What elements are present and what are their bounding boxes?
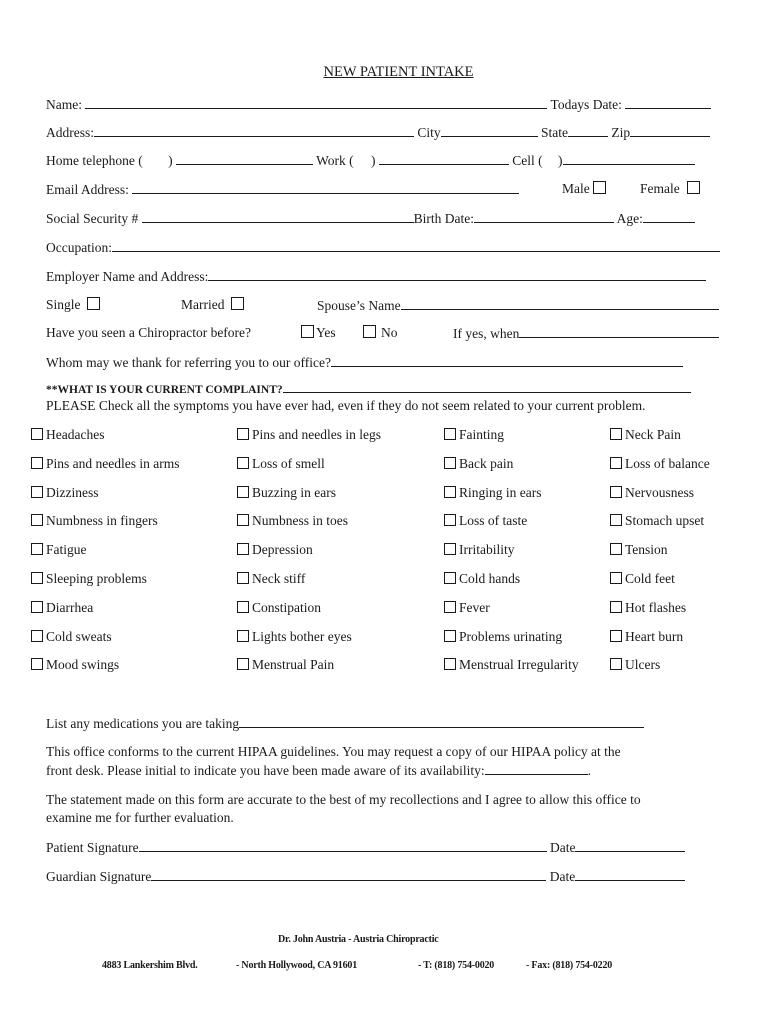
symptom-option xyxy=(237,542,313,558)
city-label: City xyxy=(417,125,441,140)
symptom-label: Heart burn xyxy=(625,629,684,644)
chiro-no-checkbox[interactable] xyxy=(363,325,376,338)
chiro-no-option xyxy=(363,325,398,341)
medications-label: List any medications you are taking xyxy=(46,716,240,731)
symptom-checkbox[interactable] xyxy=(444,514,456,526)
gender-male xyxy=(562,181,608,197)
symptom-checkbox[interactable] xyxy=(237,658,249,670)
symptom-label: Dizziness xyxy=(46,485,99,500)
occupation-row xyxy=(46,239,720,256)
name-row xyxy=(46,96,711,113)
symptom-label: Loss of balance xyxy=(625,456,710,471)
symptom-option xyxy=(444,513,527,529)
symptom-checkbox[interactable] xyxy=(610,428,622,440)
complaint-label: **WHAT IS YOUR CURRENT COMPLAINT? xyxy=(46,384,283,396)
ssn-field[interactable] xyxy=(142,210,414,223)
phone-row xyxy=(46,152,695,169)
symptom-checkbox[interactable] xyxy=(610,543,622,555)
referral-label: Whom may we thank for referring you to our office? xyxy=(46,355,332,370)
employer-field[interactable] xyxy=(208,268,706,281)
guardian-signature-label: Guardian Signature xyxy=(46,869,152,884)
symptom-label: Fever xyxy=(459,600,490,615)
ssn-label: Social Security # xyxy=(46,211,139,226)
symptom-option xyxy=(610,542,668,558)
gender-female xyxy=(640,181,702,197)
state-label: State xyxy=(541,125,569,140)
symptoms-instruction: PLEASE Check all the symptoms you have ever had, even if they do not seem related to your current problem. xyxy=(46,398,646,413)
symptom-option xyxy=(444,427,504,443)
symptom-option xyxy=(31,629,112,645)
cell-label: Cell ( xyxy=(512,153,543,168)
symptom-label: Nervousness xyxy=(625,485,694,500)
symptom-option xyxy=(237,629,352,645)
married-option xyxy=(181,297,246,313)
symptom-label: Back pain xyxy=(459,456,514,471)
guardian-signature-row xyxy=(46,868,685,885)
if-yes-row xyxy=(453,325,719,342)
symptom-checkbox[interactable] xyxy=(237,572,249,584)
symptom-option xyxy=(610,657,660,673)
footer-phone: - T: (818) 754-0020 xyxy=(418,960,495,971)
symptom-option xyxy=(610,513,704,529)
symptom-checkbox[interactable] xyxy=(237,428,249,440)
symptom-label: Buzzing in ears xyxy=(252,485,336,500)
guardian-date-field[interactable] xyxy=(575,868,685,881)
symptom-checkbox[interactable] xyxy=(237,486,249,498)
symptom-checkbox[interactable] xyxy=(610,486,622,498)
city-field[interactable] xyxy=(441,124,538,137)
single-option xyxy=(46,297,102,313)
symptom-checkbox[interactable] xyxy=(31,572,43,584)
symptom-label: Cold sweats xyxy=(46,629,112,644)
chiro-question-label: Have you seen a Chiropractor before? xyxy=(46,325,252,340)
symptom-label: Lights bother eyes xyxy=(252,629,352,644)
symptom-option xyxy=(444,485,542,501)
symptom-label: Menstrual Irregularity xyxy=(459,657,579,672)
symptom-checkbox[interactable] xyxy=(31,486,43,498)
name-label: Name: xyxy=(46,97,82,112)
symptom-label: Tension xyxy=(625,542,668,557)
symptom-checkbox[interactable] xyxy=(31,457,43,469)
zip-field[interactable] xyxy=(630,124,710,137)
spouse-name-field[interactable] xyxy=(401,297,719,310)
symptom-checkbox[interactable] xyxy=(31,630,43,642)
patient-date-field[interactable] xyxy=(575,839,685,852)
statement-line-1: The statement made on this form are accurate to the best of my recollections and I agree to allow this office to xyxy=(46,792,641,807)
symptom-label: Diarrhea xyxy=(46,600,94,615)
symptom-checkbox[interactable] xyxy=(610,630,622,642)
symptom-checkbox[interactable] xyxy=(444,543,456,555)
symptom-checkbox[interactable] xyxy=(444,658,456,670)
symptom-checkbox[interactable] xyxy=(444,486,456,498)
cell-close: ) xyxy=(558,153,563,168)
symptom-checkbox[interactable] xyxy=(610,514,622,526)
todays-date-label: Todays Date: xyxy=(550,97,622,112)
medications-field[interactable] xyxy=(239,715,644,728)
symptom-option xyxy=(444,542,514,558)
ssn-row xyxy=(46,210,695,227)
address-row xyxy=(46,124,710,141)
chiro-question-row xyxy=(46,325,251,341)
email-label: Email Address: xyxy=(46,182,129,197)
chiro-yes-option xyxy=(301,325,336,341)
birth-date-field[interactable] xyxy=(474,210,614,223)
single-label: Single xyxy=(46,297,81,312)
guardian-date-label: Date xyxy=(549,869,576,884)
female-checkbox[interactable] xyxy=(687,181,700,194)
work-label: Work ( xyxy=(316,153,354,168)
symptom-checkbox[interactable] xyxy=(610,457,622,469)
complaint-row xyxy=(46,382,691,398)
symptom-label: Fatigue xyxy=(46,542,87,557)
symptom-checkbox[interactable] xyxy=(237,630,249,642)
patient-signature-row xyxy=(46,839,685,856)
single-checkbox[interactable] xyxy=(87,297,100,310)
symptom-option xyxy=(610,485,694,501)
symptom-option xyxy=(31,485,98,501)
complaint-field[interactable] xyxy=(283,382,691,393)
referral-row xyxy=(46,354,683,371)
medications-row xyxy=(46,715,644,732)
todays-date-field[interactable] xyxy=(625,96,711,109)
symptom-option xyxy=(610,600,686,616)
hipaa-line-2 xyxy=(46,762,591,779)
symptom-checkbox[interactable] xyxy=(31,601,43,613)
home-phone-field[interactable] xyxy=(176,152,313,165)
form-title: NEW PATIENT INTAKE xyxy=(323,64,474,80)
symptom-label: Fainting xyxy=(459,427,505,442)
symptom-option xyxy=(610,571,675,587)
symptom-option xyxy=(31,456,179,472)
symptom-label: Problems urinating xyxy=(459,629,563,644)
symptom-label: Numbness in fingers xyxy=(46,513,158,528)
name-field[interactable] xyxy=(85,96,547,109)
symptom-option xyxy=(444,571,520,587)
symptom-checkbox[interactable] xyxy=(31,658,43,670)
married-label: Married xyxy=(181,297,225,312)
spouse-row xyxy=(317,297,719,314)
if-yes-when-field[interactable] xyxy=(519,325,719,338)
footer-fax: - Fax: (818) 754-0220 xyxy=(526,960,613,971)
symptom-option xyxy=(31,571,147,587)
work-phone-field[interactable] xyxy=(379,152,509,165)
symptom-option xyxy=(237,485,336,501)
symptom-option xyxy=(444,456,513,472)
state-field[interactable] xyxy=(568,124,608,137)
home-phone-label: Home telephone ( xyxy=(46,153,143,168)
symptom-checkbox[interactable] xyxy=(31,428,43,440)
employer-label: Employer Name and Address: xyxy=(46,269,209,284)
yes-label: Yes xyxy=(316,325,336,340)
guardian-signature-field[interactable] xyxy=(151,868,546,881)
footer-city: - North Hollywood, CA 91601 xyxy=(236,960,357,971)
symptom-option xyxy=(31,427,104,443)
symptom-option xyxy=(444,657,579,673)
symptom-option xyxy=(444,600,490,616)
symptom-label: Stomach upset xyxy=(625,513,705,528)
hipaa-end: . xyxy=(587,763,591,778)
zip-label: Zip xyxy=(611,125,631,140)
symptom-label: Ringing in ears xyxy=(459,485,542,500)
patient-signature-label: Patient Signature xyxy=(46,840,139,855)
symptom-option xyxy=(610,629,683,645)
hipaa-initial-field[interactable] xyxy=(485,762,588,775)
symptom-checkbox[interactable] xyxy=(610,572,622,584)
symptom-label: Hot flashes xyxy=(625,600,687,615)
symptom-option xyxy=(237,427,381,443)
symptom-checkbox[interactable] xyxy=(237,543,249,555)
symptom-checkbox[interactable] xyxy=(31,543,43,555)
chiro-yes-checkbox[interactable] xyxy=(301,325,314,338)
symptom-checkbox[interactable] xyxy=(444,601,456,613)
birth-date-label: Birth Date: xyxy=(413,211,474,226)
no-label: No xyxy=(381,325,398,340)
male-checkbox[interactable] xyxy=(593,181,606,194)
symptom-checkbox[interactable] xyxy=(31,514,43,526)
symptom-option xyxy=(31,600,93,616)
cell-phone-field[interactable] xyxy=(563,152,695,165)
age-field[interactable] xyxy=(643,210,695,223)
address-label: Address: xyxy=(46,125,94,140)
symptom-label: Numbness in toes xyxy=(252,513,348,528)
symptom-label: Irritability xyxy=(459,542,515,557)
symptom-label: Loss of taste xyxy=(459,513,528,528)
email-row xyxy=(46,181,519,198)
referral-field[interactable] xyxy=(331,354,683,367)
patient-date-label: Date xyxy=(549,840,576,855)
symptom-option xyxy=(237,600,321,616)
age-label: Age: xyxy=(616,211,643,226)
symptom-checkbox[interactable] xyxy=(444,428,456,440)
if-yes-label: If yes, when xyxy=(453,326,520,341)
symptom-label: Mood swings xyxy=(46,657,120,672)
symptom-option xyxy=(237,657,334,673)
symptom-option xyxy=(237,513,348,529)
email-field[interactable] xyxy=(132,181,519,194)
symptom-option xyxy=(444,629,562,645)
symptom-label: Constipation xyxy=(252,600,322,615)
footer-practice: Dr. John Austria - Austria Chiropractic xyxy=(278,934,439,945)
symptom-checkbox[interactable] xyxy=(610,658,622,670)
symptom-label: Pins and needles in legs xyxy=(252,427,381,442)
married-checkbox[interactable] xyxy=(231,297,244,310)
symptom-label: Pins and needles in arms xyxy=(46,456,180,471)
symptom-option xyxy=(237,456,325,472)
symptom-option xyxy=(31,657,119,673)
employer-row xyxy=(46,268,706,285)
symptom-checkbox[interactable] xyxy=(237,601,249,613)
patient-signature-field[interactable] xyxy=(139,839,547,852)
home-phone-close: ) xyxy=(168,153,173,168)
symptom-checkbox[interactable] xyxy=(237,514,249,526)
occupation-field[interactable] xyxy=(112,239,720,252)
address-field[interactable] xyxy=(94,124,414,137)
symptom-option xyxy=(31,513,158,529)
symptom-label: Sleeping problems xyxy=(46,571,147,586)
symptom-label: Neck stiff xyxy=(252,571,306,586)
symptom-label: Menstrual Pain xyxy=(252,657,335,672)
symptom-checkbox[interactable] xyxy=(610,601,622,613)
symptom-option xyxy=(610,456,710,472)
symptom-checkbox[interactable] xyxy=(237,457,249,469)
male-label: Male xyxy=(562,181,590,196)
symptom-label: Cold feet xyxy=(625,571,675,586)
symptom-label: Ulcers xyxy=(625,657,661,672)
symptom-option xyxy=(610,427,681,443)
symptom-label: Cold hands xyxy=(459,571,521,586)
symptom-option xyxy=(237,571,305,587)
spouse-label: Spouse’s Name xyxy=(317,298,401,313)
symptom-option xyxy=(31,542,87,558)
footer-street: 4883 Lankershim Blvd. xyxy=(102,960,198,971)
symptom-checkbox[interactable] xyxy=(444,630,456,642)
hipaa-text: front desk. Please initial to indicate you have been made aware of its availability: xyxy=(46,763,485,778)
symptom-label: Loss of smell xyxy=(252,456,325,471)
symptom-checkbox[interactable] xyxy=(444,572,456,584)
symptom-label: Headaches xyxy=(46,427,105,442)
symptom-label: Depression xyxy=(252,542,313,557)
symptom-label: Neck Pain xyxy=(625,427,681,442)
work-close: ) xyxy=(371,153,376,168)
statement-line-2: examine me for further evaluation. xyxy=(46,810,234,825)
hipaa-line-1: This office conforms to the current HIPAA guidelines. You may request a copy of our HIPAA policy at the xyxy=(46,744,621,759)
symptom-checkbox[interactable] xyxy=(444,457,456,469)
occupation-label: Occupation: xyxy=(46,240,112,255)
female-label: Female xyxy=(640,181,680,196)
